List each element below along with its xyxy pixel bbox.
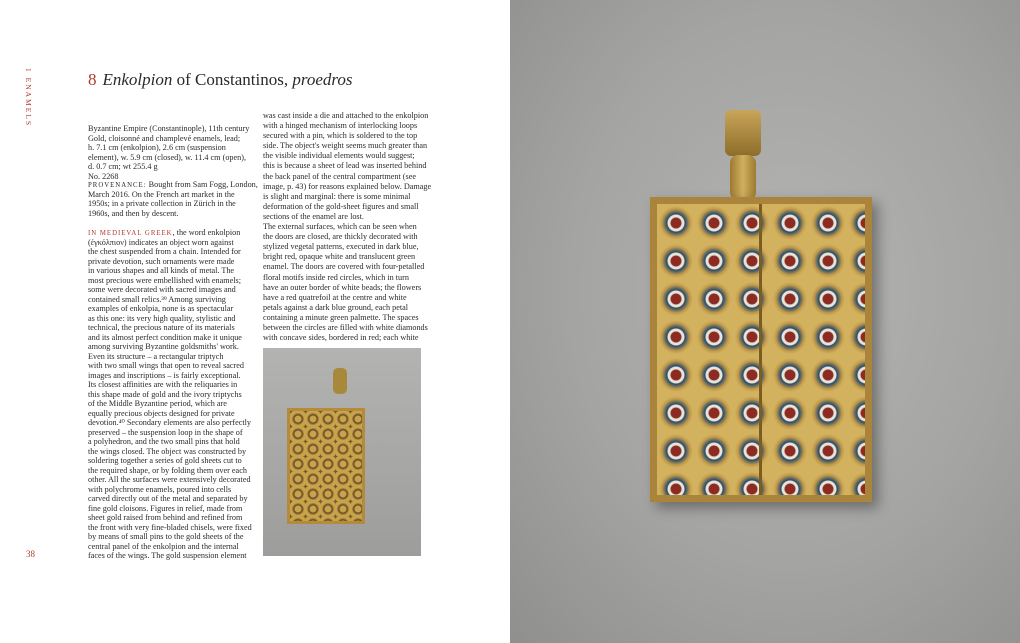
body-line: sheet gold raised from behind and refined from: [88, 513, 243, 522]
body-line: side. The object's weight seems much greater than: [263, 141, 428, 151]
body-line: the doors are closed, are thickly decorated with: [263, 232, 418, 242]
body-line: most precious were embellished with enamels;: [88, 275, 242, 285]
body-line: the visible individual elements would suggest;: [263, 151, 415, 161]
provenance-line: 1950s; in a private collection in Zürich in the: [88, 199, 236, 208]
body-line: sections of the enamel are lost.: [263, 211, 364, 221]
enkolpion-photo: [650, 197, 872, 502]
body-line: have an outer border of white beads; the flowers: [263, 282, 422, 292]
entry-title: [88, 70, 352, 90]
body-line: with polychrome enamels, poured into cells: [88, 484, 232, 494]
body-line: , the word enkolpion: [172, 228, 241, 237]
body-line: private devotion, such ornaments were made: [88, 256, 235, 266]
body-line: Even its structure – a rectangular triptych: [88, 351, 224, 361]
body-line: petals against a dark blue ground, each petal: [263, 302, 409, 312]
body-line: images and inscriptions – is fairly exceptional.: [88, 370, 241, 380]
body-line: contained small relics.³⁹ Among surviving: [88, 294, 226, 304]
hinge: [730, 155, 756, 200]
body-line: faces of the wings. The gold suspension element: [88, 551, 247, 560]
body-line: enamel. The doors are covered with four-petalled: [263, 262, 425, 272]
page-number: 38: [26, 549, 35, 559]
body-line: (ἐγκόλπιον) indicates an object worn against: [88, 237, 234, 247]
body-line: in various shapes and all kinds of metal. The: [88, 266, 235, 275]
body-line: d. 0.7 cm; wt 255.4 g: [88, 162, 158, 171]
body-line: Gold, cloisonné and champlevé enamels, lead;: [88, 133, 241, 143]
body-line: with concave sides, bordered in red; each white: [263, 333, 419, 343]
body-line: bright red, opaque white and translucent green: [263, 252, 416, 262]
entry-number: 8: [88, 70, 97, 89]
body-line: technical, the precious nature of its materials: [88, 323, 235, 332]
body-line: element), w. 5.9 cm (closed), w. 11.4 cm (open),: [88, 152, 247, 162]
body-text-left: [88, 228, 252, 561]
body-line: The external surfaces, which can be seen when: [263, 222, 417, 232]
body-line: No. 2268: [88, 171, 119, 181]
body-line: the wings closed. The object was constructed by: [88, 446, 247, 456]
title-italic: Enkolpion: [102, 70, 173, 89]
body-line: the front with very fine-bladed chisels, were fixed: [88, 522, 252, 532]
body-line: and its almost perfect condition make it unique: [88, 332, 242, 342]
thumbnail-loop: [333, 368, 347, 394]
title-plain: of Constantinos,: [172, 70, 293, 89]
body-line: soldering together a series of gold sheets cut to: [88, 456, 242, 465]
body-line: was cast inside a die and attached to the enkolpion: [263, 111, 429, 120]
body-line: Its closest affinities are with the reliquaries in: [88, 380, 238, 389]
lead-in: IN MEDIEVAL GREEK: [88, 230, 173, 237]
body-line: stylized vegetal patterns, executed in dark blue,: [263, 242, 419, 252]
body-line: devotion.⁴⁰ Secondary elements are also perfectly: [88, 418, 252, 427]
body-line: have a red quatrefoil at the centre and white: [263, 292, 407, 302]
body-line: the back panel of the central compartment (see: [263, 171, 416, 181]
provenance-line: Bought from Sam Fogg, London,: [146, 180, 258, 189]
body-line: floral motifs inside red circles, which in turn: [263, 272, 409, 282]
body-line: some were decorated with sacred images and: [88, 285, 236, 294]
body-line: this is because a sheet of lead was inserted behind: [263, 161, 427, 171]
body-line: central panel of the enkolpion and the internal: [88, 541, 239, 551]
thumbnail-enkolpion: [287, 408, 365, 524]
provenance-label: PROVENANCE:: [88, 182, 147, 189]
body-line: h. 7.1 cm (enkolpion), 2.6 cm (suspension: [88, 143, 226, 152]
suspension-loop: [725, 110, 761, 156]
body-line: image, p. 43) for reasons explained below. Damage: [263, 181, 432, 191]
body-line: the chest suspended from a chain. Intended for: [88, 247, 241, 256]
body-line: is slight and marginal: there is some minimal: [263, 191, 411, 201]
door-seam: [759, 204, 762, 495]
title-italic-2: proedros: [292, 70, 353, 89]
provenance-line: March 2016. On the French art market in the: [88, 189, 235, 199]
object-details: [88, 124, 249, 181]
body-line: between the circles are filled with white diamonds: [263, 322, 428, 332]
photo-page: [510, 0, 1020, 643]
body-line: a polyhedron, and the two small pins that hold: [88, 437, 240, 446]
body-line: among surviving Byzantine goldsmiths' work.: [88, 342, 239, 351]
body-line: other. All the surfaces were extensively decorated: [88, 475, 251, 484]
body-line: by means of small pins to the gold sheets of the: [88, 532, 244, 541]
body-line: with two small wings that open to reveal sacred: [88, 361, 244, 370]
body-line: this shape made of gold and the ivory triptychs: [88, 389, 242, 399]
body-line: examples of enkolpia, none is as spectacular: [88, 304, 234, 313]
body-line: as this one: its very high quality, stylistic and: [88, 313, 236, 323]
body-line: Byzantine Empire (Constantinople), 11th century: [88, 124, 250, 133]
body-line: with a hinged mechanism of interlocking loops: [263, 121, 418, 131]
body-line: the required shape, or by folding them over each: [88, 465, 247, 475]
provenance-line: 1960s, and then by descent.: [88, 208, 179, 218]
body-line: deformation of the gold-sheet figures and small: [263, 201, 419, 211]
body-line: fine gold cloisons. Figures in relief, made from: [88, 503, 243, 513]
provenance: [88, 180, 258, 218]
body-line: equally precious objects designed for private: [88, 408, 235, 418]
body-line: of the Middle Byzantine period, which are: [88, 399, 227, 408]
body-line: carved directly out of the metal and separated by: [88, 494, 248, 503]
body-line: containing a minute green palmette. The spaces: [263, 312, 419, 322]
body-line: preserved – the suspension loop in the shape of: [88, 427, 243, 437]
body-line: secured with a pin, which is soldered to the top: [263, 131, 418, 141]
thumbnail-photo: [263, 348, 421, 556]
body-text-right: [263, 111, 431, 343]
running-head: 1 ENAMELS: [24, 68, 33, 128]
